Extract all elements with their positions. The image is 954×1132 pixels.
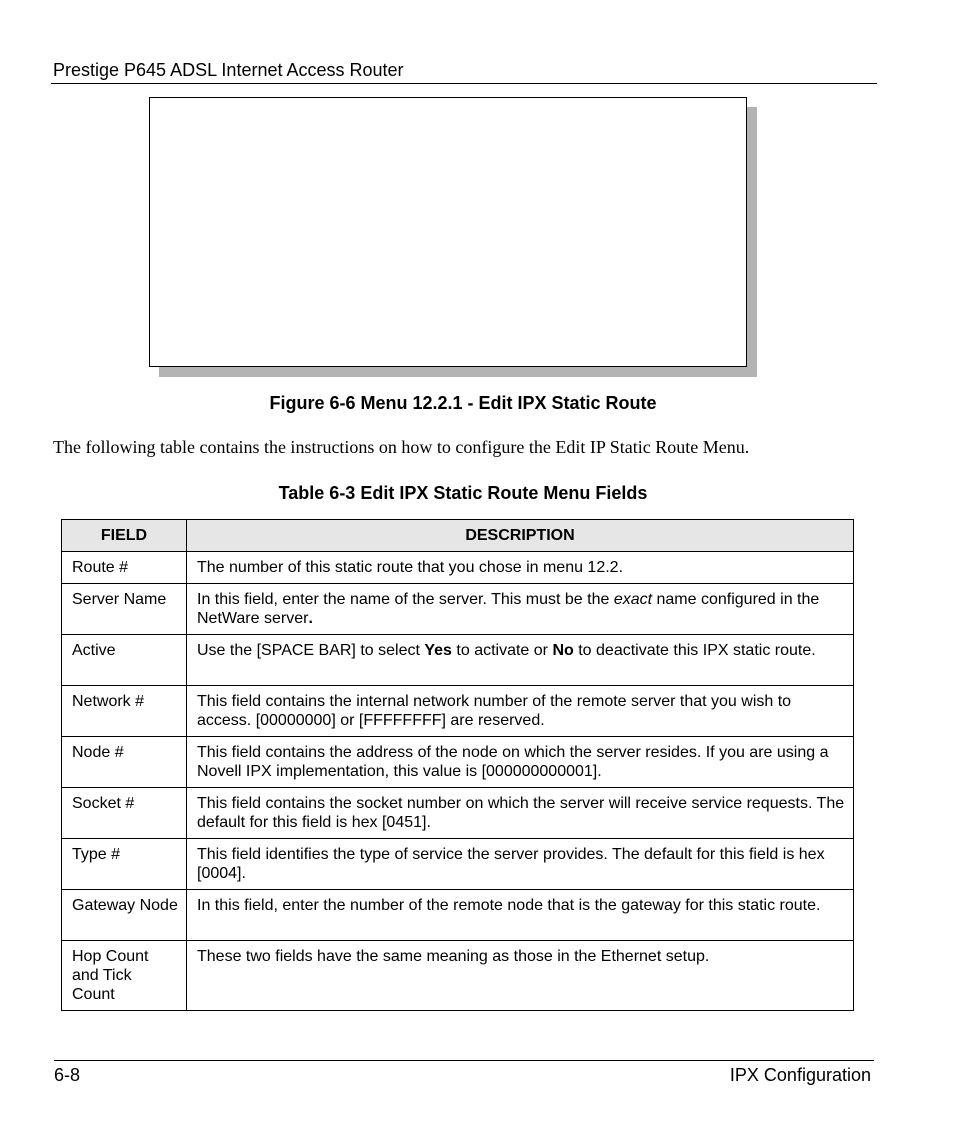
field-name: Node # <box>62 737 187 788</box>
field-name: Server Name <box>62 584 187 635</box>
table-row <box>62 635 854 686</box>
intro-paragraph: The following table contains the instructions on how to configure the Edit IP Static Route Menu. <box>53 437 750 457</box>
table-row <box>62 552 854 584</box>
table-row <box>62 839 854 890</box>
field-description: This field contains the address of the node on which the server resides. If you are using a Novell IPX implementation, this value is [000000000001]. <box>187 737 854 788</box>
table-header-row <box>62 520 854 552</box>
footer-page-number: 6-8 <box>54 1065 81 1085</box>
field-name: Socket # <box>62 788 187 839</box>
field-name: Route # <box>62 552 187 584</box>
figure-screen-box <box>149 97 747 367</box>
header-rule <box>51 83 877 84</box>
field-description: These two fields have the same meaning as those in the Ethernet setup. <box>187 941 854 1011</box>
fields-table <box>61 519 854 1011</box>
field-name: Gateway Node <box>62 890 187 941</box>
page-header-title: Prestige P645 ADSL Internet Access Router <box>53 60 404 80</box>
field-name: Type # <box>62 839 187 890</box>
field-description: In this field, enter the name of the server. This must be the exact name configured in the NetWare server. <box>187 584 854 635</box>
field-description: This field contains the internal network number of the remote server that you wish to access. [00000000] or [FFFFFFFF] are reserved. <box>187 686 854 737</box>
header-field: FIELD <box>62 520 187 552</box>
field-name: Hop Count and Tick Count <box>62 941 187 1011</box>
table-row <box>62 890 854 941</box>
field-description: This field contains the socket number on which the server will receive service requests. The default for this field is hex [0451]. <box>187 788 854 839</box>
header-description: DESCRIPTION <box>187 520 854 552</box>
table-row <box>62 737 854 788</box>
field-description: The number of this static route that you chose in menu 12.2. <box>187 552 854 584</box>
field-name: Active <box>62 635 187 686</box>
table-row <box>62 788 854 839</box>
table-row <box>62 686 854 737</box>
field-description: This field identifies the type of service the server provides. The default for this field is hex [0004]. <box>187 839 854 890</box>
footer-rule <box>54 1060 874 1061</box>
field-description: In this field, enter the number of the remote node that is the gateway for this static route. <box>187 890 854 941</box>
figure-caption: Figure 6-6 Menu 12.2.1 - Edit IPX Static Route <box>269 393 657 413</box>
table-row <box>62 941 854 1011</box>
table-caption: Table 6-3 Edit IPX Static Route Menu Fields <box>278 483 648 503</box>
field-description: Use the [SPACE BAR] to select Yes to activate or No to deactivate this IPX static route. <box>187 635 854 686</box>
field-name: Network # <box>62 686 187 737</box>
footer-section-title: IPX Configuration <box>729 1065 871 1085</box>
table-row <box>62 584 854 635</box>
